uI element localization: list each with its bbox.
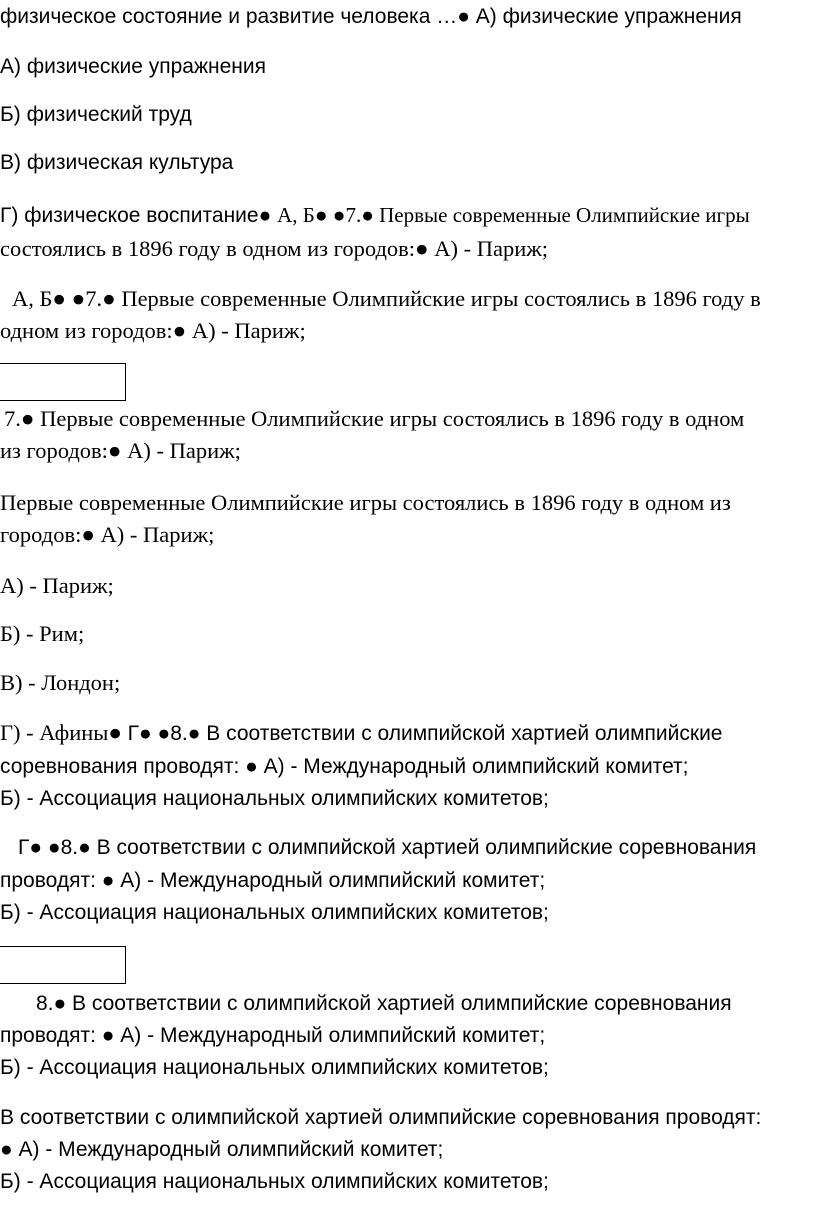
text-segment: Г) физическое воспитание● [0,204,272,227]
text-line-24: Б) - Ассоциация национальных олимпийских комитетов; [0,1056,549,1079]
text-line-3: Б) физический труд [0,103,192,126]
text-segment-serif: А, Б● ●7.● Первые современные Олимпийские игры [277,203,750,227]
text-line-12: городов:● А) - Париж; [0,522,215,547]
text-line-19: Г● ●8.● В соответствии с олимпийской хартией олимпийские соревнования [18,836,757,859]
text-line-25: В соответствии с олимпийской хартией олимпийские соревнования проводят: [0,1106,762,1129]
text-line-13: А) - Париж; [0,573,114,598]
text-line-23: проводят: ● А) - Международный олимпийский комитет; [0,1024,546,1047]
text-line-9: 7.● Первые современные Олимпийские игры состоялись в 1896 году в одном [4,406,745,431]
text-line-11: Первые современные Олимпийские игры состоялись в 1896 году в одном из [0,490,731,515]
text-line-1: физическое состояние и развитие человека …● А) физические упражнения [0,5,742,28]
text-segment-sans: Г● ●8.● В соответствии с олимпийской хартией олимпийские [127,722,723,745]
text-line-8: одном из городов:● А) - Париж; [0,318,306,343]
text-line-4: В) физическая культура [0,151,234,174]
text-line-14: Б) - Рим; [0,621,85,646]
text-line-21: Б) - Ассоциация национальных олимпийских комитетов; [0,901,549,924]
text-line-26: ● А) - Международный олимпийский комитет; [0,1138,444,1161]
empty-box-1 [0,363,126,401]
text-line-20: проводят: ● А) - Международный олимпийский комитет; [0,869,546,892]
text-segment: Г) - Афины● [0,720,123,745]
text-line-17: соревнования проводят: ● А) - Международный олимпийский комитет; [0,755,689,778]
text-line-2: А) физические упражнения [0,55,267,78]
text-line-5 [0,201,750,229]
text-line-18: Б) - Ассоциация национальных олимпийских комитетов; [0,787,549,810]
text-line-6: состоялись в 1896 году в одном из городов:● А) - Париж; [0,236,549,261]
empty-box-2 [0,946,126,984]
text-line-16 [0,719,723,747]
text-line-7: А, Б● ●7.● Первые современные Олимпийские игры состоялись в 1896 году в [12,286,761,311]
text-line-10: из городов:● А) - Париж; [0,438,241,463]
text-line-15: В) - Лондон; [0,670,121,695]
text-line-22: 8.● В соответствии с олимпийской хартией олимпийские соревнования [36,992,732,1015]
text-line-27: Б) - Ассоциация национальных олимпийских комитетов; [0,1170,549,1193]
